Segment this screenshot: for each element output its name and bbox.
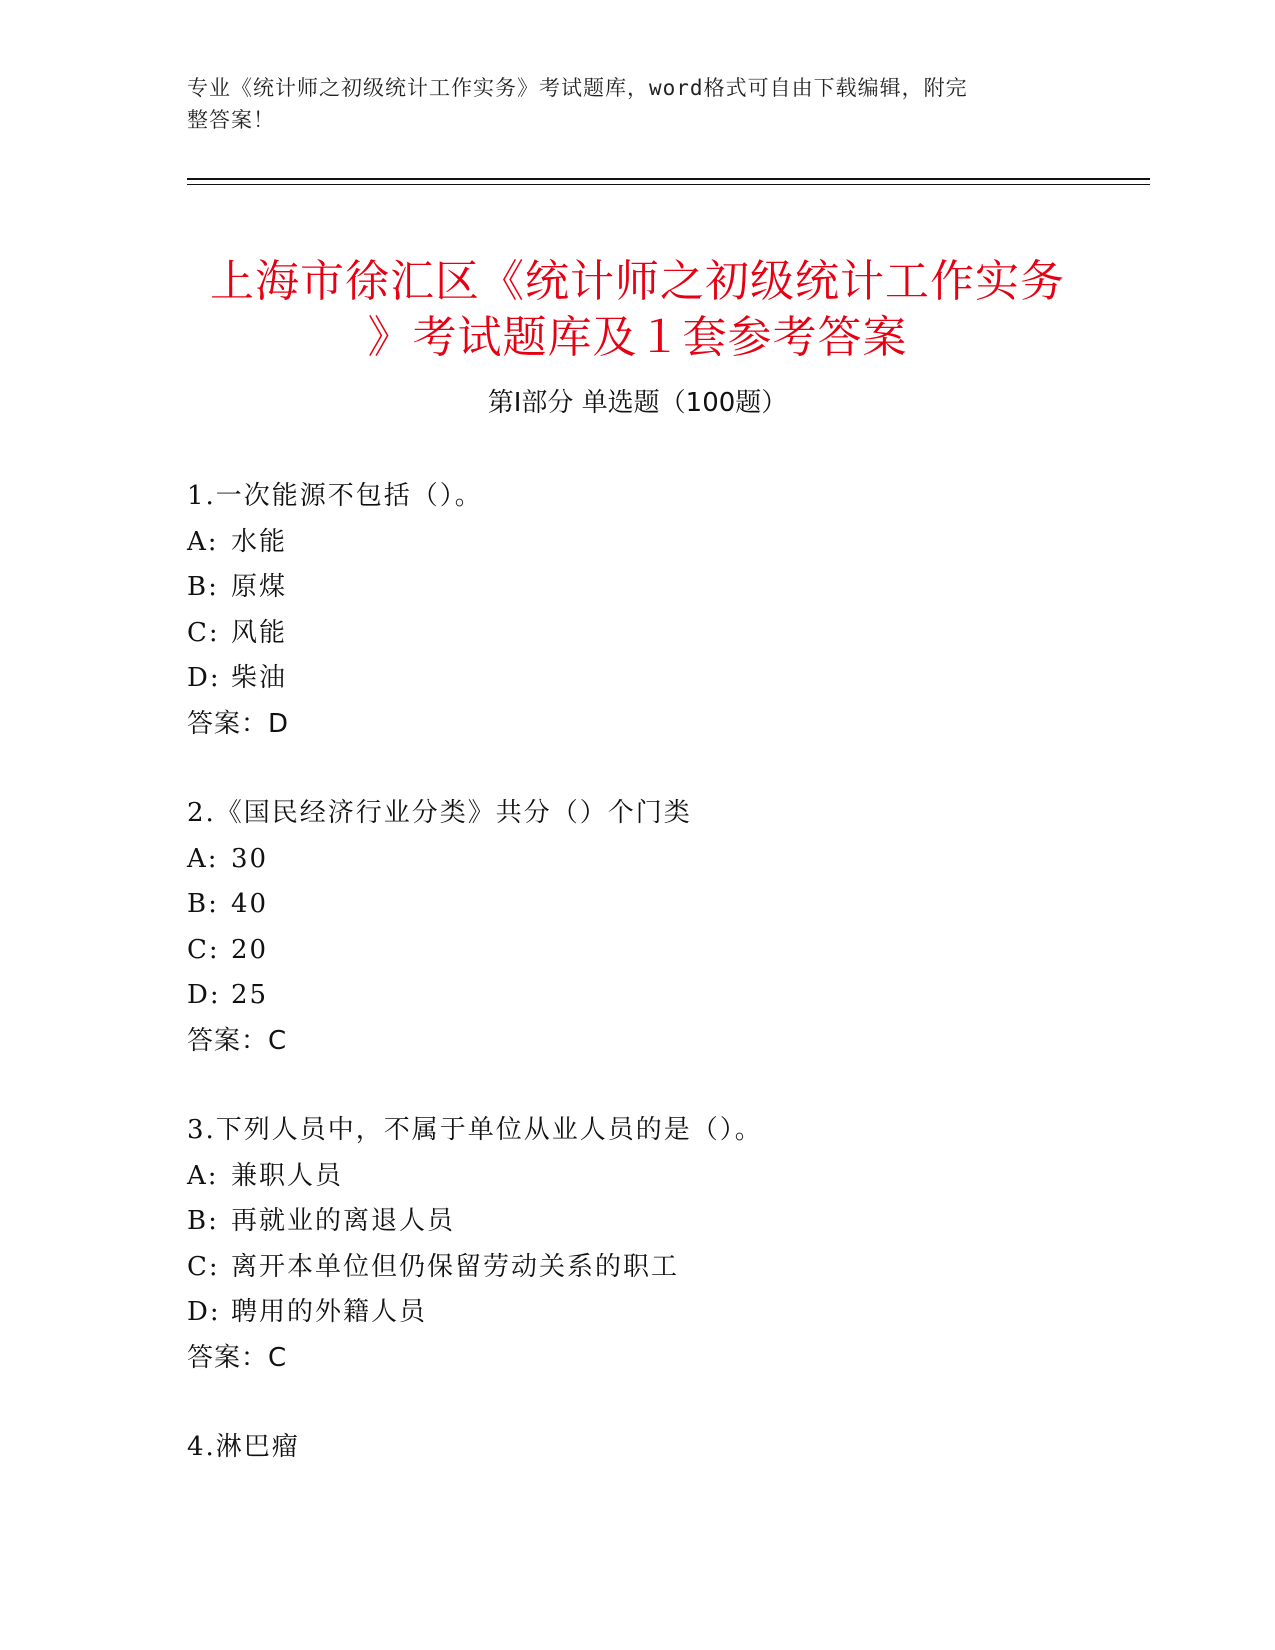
answer-line: 答案：D	[187, 708, 290, 739]
header-note-line: 整答案！	[187, 108, 275, 132]
option-line	[187, 1245, 1137, 1291]
document-title	[140, 254, 1135, 366]
header-note	[187, 72, 1067, 136]
option-letter: B:	[187, 572, 219, 602]
section-heading: 第Ⅰ部分 单选题（100题）	[487, 388, 788, 418]
question-item	[187, 474, 1137, 747]
option-letter: D:	[187, 1297, 221, 1327]
option-line	[187, 882, 1137, 928]
answer-line: 答案：C	[187, 1342, 288, 1373]
option-letter: D:	[187, 663, 221, 693]
question-stem: 1.一次能源不包括（）。	[187, 481, 483, 511]
question-stem: 4.淋巴瘤	[187, 1432, 300, 1462]
header-divider-thin	[187, 184, 1150, 185]
header-divider	[187, 178, 1150, 180]
question-item	[187, 1425, 1137, 1471]
option-line	[187, 837, 1137, 883]
header-note-line: 专业《统计师之初级统计工作实务》考试题库，word格式可自由下载编辑，附完	[187, 76, 968, 100]
option-letter: C:	[187, 1251, 220, 1282]
option-text: 40	[231, 889, 269, 919]
option-text: 聘用的外籍人员	[231, 1297, 428, 1327]
option-text: 离开本单位但仍保留劳动关系的职工	[231, 1251, 680, 1282]
option-line	[187, 565, 1137, 611]
option-text: 原煤	[231, 572, 288, 602]
option-line	[187, 611, 1137, 657]
option-letter: C:	[187, 934, 220, 965]
option-line	[187, 520, 1137, 566]
question-item	[187, 1108, 1137, 1381]
option-text: 30	[231, 843, 269, 874]
option-text: 兼职人员	[231, 1160, 344, 1191]
answer-line: 答案：C	[187, 1025, 288, 1056]
question-stem: 3.下列人员中，不属于单位从业人员的是（）。	[187, 1115, 763, 1145]
option-letter: A:	[187, 843, 219, 874]
option-letter: A:	[187, 526, 219, 557]
option-letter: A:	[187, 1160, 219, 1191]
option-letter: D:	[187, 980, 221, 1010]
option-text: 水能	[231, 526, 288, 557]
option-text: 25	[231, 980, 269, 1010]
option-line	[187, 1199, 1137, 1245]
option-letter: C:	[187, 617, 220, 648]
question-item	[187, 791, 1137, 1064]
option-line	[187, 656, 1137, 702]
option-line	[187, 928, 1137, 974]
option-text: 风能	[231, 617, 288, 648]
option-text: 柴油	[231, 663, 288, 693]
option-line	[187, 973, 1137, 1019]
option-letter: B:	[187, 1206, 219, 1236]
document-title-line: 》考试题库及１套参考答案	[367, 312, 908, 364]
option-line	[187, 1290, 1137, 1336]
question-stem: 2.《国民经济行业分类》共分（）个门类	[187, 798, 692, 828]
document-title-line: 上海市徐汇区《统计师之初级统计工作实务	[210, 256, 1065, 308]
question-list	[187, 474, 1137, 1471]
option-letter: B:	[187, 889, 219, 919]
option-text: 再就业的离退人员	[231, 1206, 456, 1236]
option-line	[187, 1154, 1137, 1200]
option-text: 20	[231, 934, 269, 965]
